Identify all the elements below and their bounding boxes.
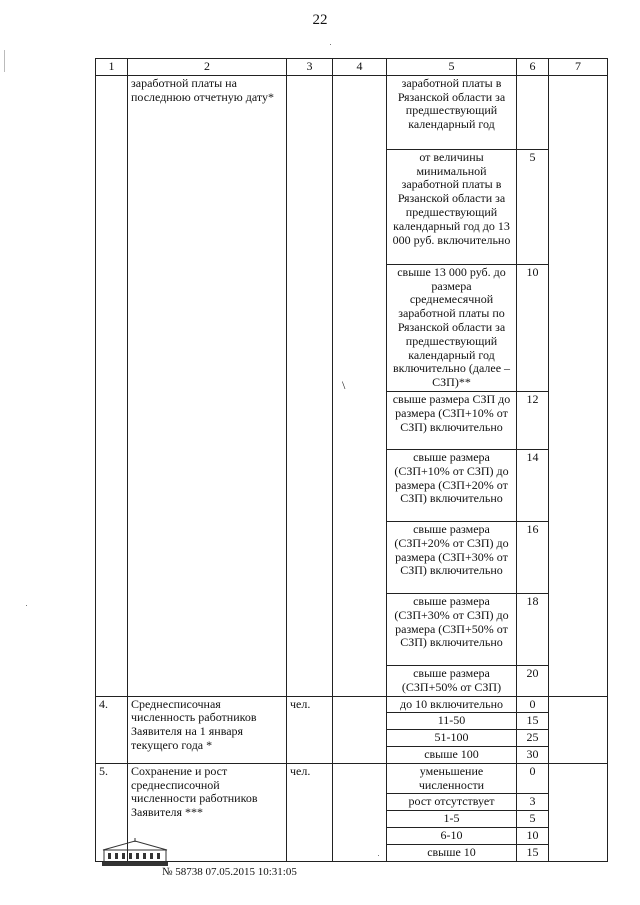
- criterion-value: свыше 10: [387, 844, 517, 861]
- criterion-value: свыше размера СЗП до размера (СЗП+10% от СЗП) включительно: [387, 391, 517, 449]
- score-value: 30: [517, 746, 549, 763]
- notes-cell: [549, 75, 608, 696]
- score-value: 3: [517, 794, 549, 811]
- criterion-value: свыше размера (СЗП+10% от СЗП) до размера (СЗП+20% от СЗП) включительно: [387, 449, 517, 521]
- header-col-4: 4: [333, 59, 387, 76]
- criterion-value: 1-5: [387, 811, 517, 828]
- criterion-value: свыше размера (СЗП+30% от СЗП) до размера (СЗП+50% от СЗП) включительно: [387, 593, 517, 665]
- criterion-value: рост отсутствует: [387, 794, 517, 811]
- criteria-table: [95, 58, 608, 862]
- criterion-value: свыше размера (СЗП+50% от СЗП): [387, 665, 517, 696]
- section-number: 5.: [96, 763, 128, 861]
- criterion-value: свыше размера (СЗП+20% от СЗП) до размера (СЗП+30% от СЗП) включительно: [387, 521, 517, 593]
- score-value: 25: [517, 730, 549, 747]
- score-value: 0: [517, 763, 549, 794]
- criterion-value: до 10 включительно: [387, 696, 517, 713]
- criterion-value: 51-100: [387, 730, 517, 747]
- section-name: Сохранение и рост среднесписочной численности работников Заявителя ***: [128, 763, 287, 861]
- empty-cell: [333, 763, 387, 861]
- header-col-3: 3: [287, 59, 333, 76]
- empty-cell: [333, 696, 387, 763]
- criterion-value: уменьшение численности: [387, 763, 517, 794]
- page-number: 22: [312, 12, 328, 28]
- header-col-1: 1: [96, 59, 128, 76]
- score-value: 16: [517, 521, 549, 593]
- scan-speck: [378, 855, 379, 856]
- section-unit: чел.: [287, 763, 333, 861]
- scan-mark: \: [333, 75, 387, 696]
- section-name: Среднесписочная численность работников Заявителя на 1 января текущего года *: [128, 696, 287, 763]
- building-stamp-icon: [100, 838, 170, 868]
- score-value: 18: [517, 593, 549, 665]
- unit-cell: [287, 75, 333, 696]
- criterion-value: свыше 13 000 руб. до размера среднемесячной заработной платы по Рязанской области за предшествующий календарный год включительно (далее – СЗП)**: [387, 264, 517, 391]
- criterion-value: свыше 100: [387, 746, 517, 763]
- score-value: 0: [517, 696, 549, 713]
- criterion-value: 6-10: [387, 827, 517, 844]
- criterion-name-cell: заработной платы на последнюю отчетную дату*: [128, 75, 287, 696]
- table-row: [96, 763, 608, 794]
- score-value: 10: [517, 264, 549, 391]
- score-value: [517, 75, 549, 149]
- header-col-6: 6: [517, 59, 549, 76]
- section-unit: чел.: [287, 696, 333, 763]
- score-value: 12: [517, 391, 549, 449]
- criterion-value: от величины минимальной заработной платы в Рязанской области за предшествующий календарный год до 13 000 руб. включительно: [387, 149, 517, 264]
- header-col-2: 2: [128, 59, 287, 76]
- criterion-value: заработной платы в Рязанской области за предшествующий календарный год: [387, 75, 517, 149]
- table-row: [96, 696, 608, 713]
- header-col-5: 5: [387, 59, 517, 76]
- criterion-value: 11-50: [387, 713, 517, 730]
- section-number-cell: [96, 75, 128, 696]
- section-number: 4.: [96, 696, 128, 763]
- score-value: 14: [517, 449, 549, 521]
- notes-cell: [549, 763, 608, 861]
- scan-speck: [26, 605, 27, 606]
- score-value: 20: [517, 665, 549, 696]
- score-value: 5: [517, 149, 549, 264]
- score-value: 10: [517, 827, 549, 844]
- score-value: 15: [517, 713, 549, 730]
- scan-speck: [330, 44, 331, 45]
- header-row: [96, 59, 608, 76]
- document-registration-id: № 58738 07.05.2015 10:31:05: [162, 866, 297, 878]
- table-row: [96, 75, 608, 149]
- score-value: 15: [517, 844, 549, 861]
- header-col-7: 7: [549, 59, 608, 76]
- score-value: 5: [517, 811, 549, 828]
- notes-cell: [549, 696, 608, 763]
- scan-margin-mark: [4, 50, 5, 72]
